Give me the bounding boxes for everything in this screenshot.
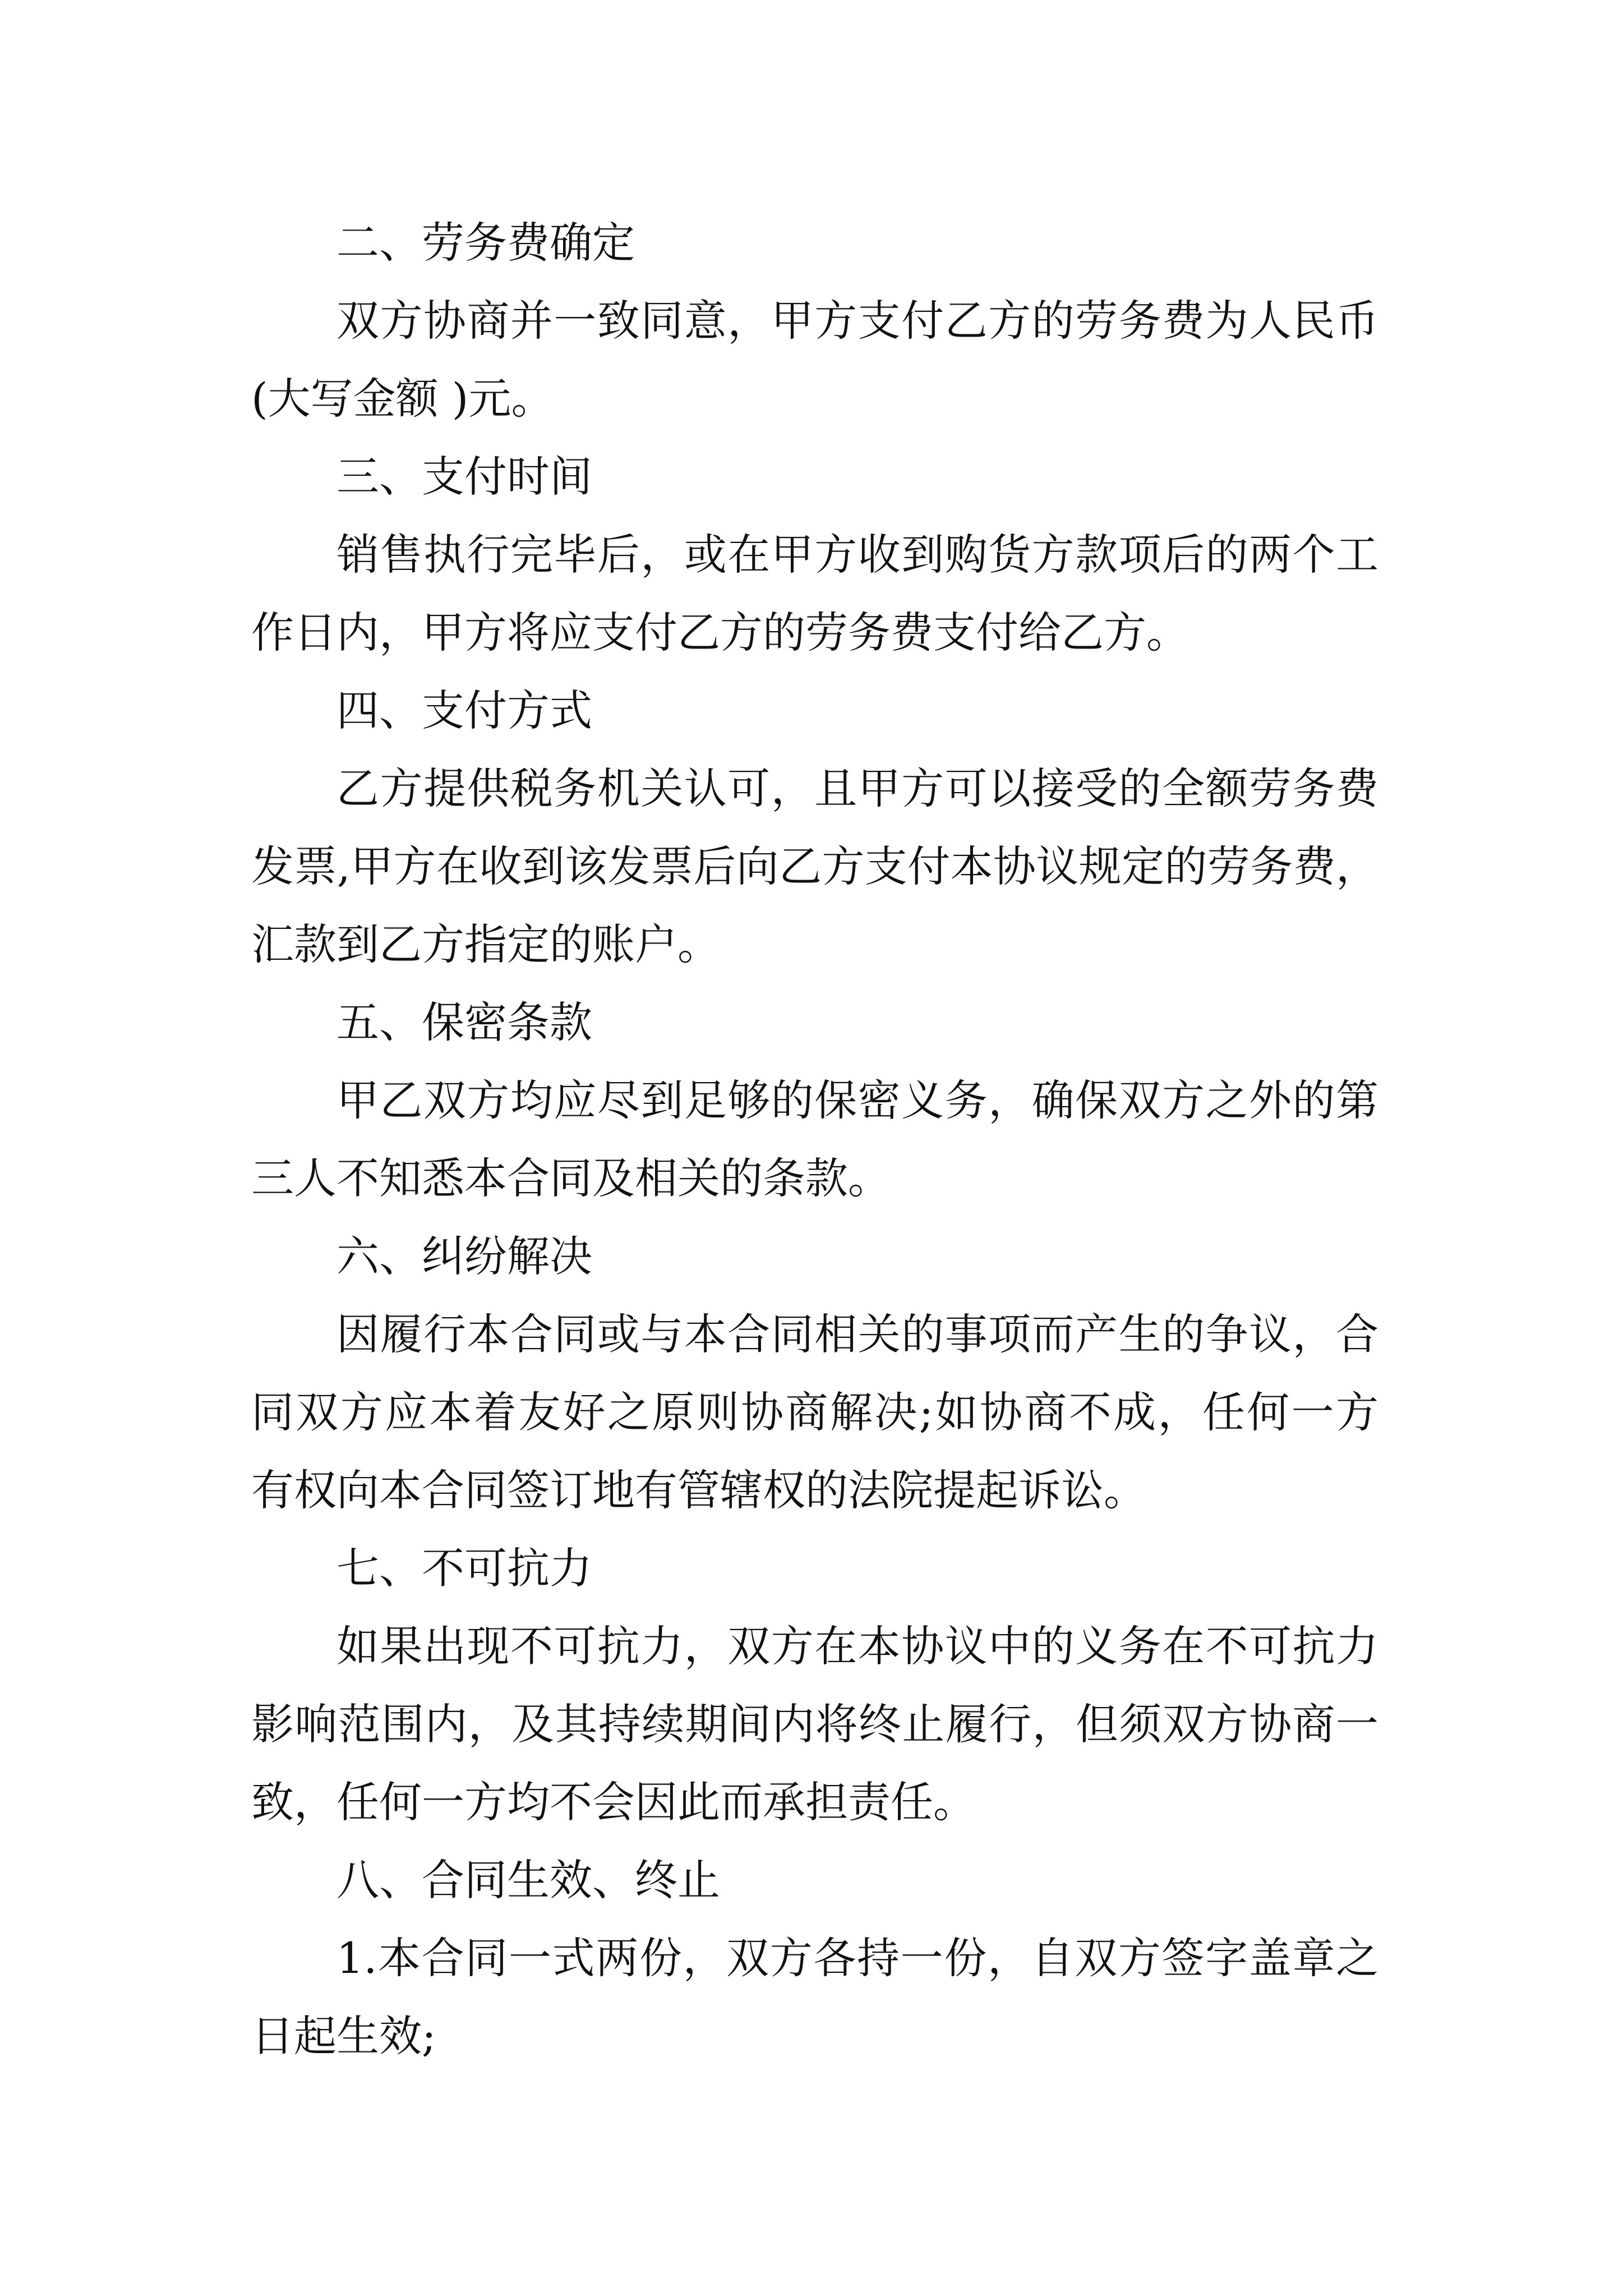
paragraph-line: 同双方应本着友好之原则协商解决;如协商不成，任何一方 <box>251 1387 1378 1437</box>
section-heading: 三、支付时间 <box>336 452 592 501</box>
section-heading: 七、不可抗力 <box>336 1543 592 1593</box>
paragraph-line: 乙方提供税务机关认可，且甲方可以接受的全额劳务费 <box>336 763 1378 813</box>
paragraph-line: 汇款到乙方指定的账户。 <box>251 919 720 969</box>
paragraph-line: 日起生效; <box>251 2011 436 2061</box>
paragraph-line: (大写金额 )元。 <box>251 374 554 424</box>
paragraph-line: 销售执行完毕后，或在甲方收到购货方款项后的两个工 <box>336 530 1378 579</box>
section-heading: 八、合同生效、终止 <box>336 1855 720 1905</box>
paragraph-line: 因履行本合同或与本合同相关的事项而产生的争议，合 <box>336 1309 1378 1359</box>
section-heading: 五、保密条款 <box>336 997 592 1047</box>
paragraph-line: 致，任何一方均不会因此而承担责任。 <box>251 1777 976 1827</box>
section-heading: 四、支付方式 <box>336 685 592 735</box>
paragraph-line: 三人不知悉本合同及相关的条款。 <box>251 1153 891 1203</box>
paragraph-line: 甲乙双方均应尽到足够的保密义务，确保双方之外的第 <box>336 1075 1378 1125</box>
paragraph-line: 发票,甲方在收到该发票后向乙方支付本协议规定的劳务费， <box>251 841 1378 891</box>
section-heading: 六、纠纷解决 <box>336 1231 592 1281</box>
section-heading: 二、劳务费确定 <box>336 218 635 268</box>
paragraph-line: 双方协商并一致同意，甲方支付乙方的劳务费为人民币 <box>336 296 1378 346</box>
paragraph-line: 影响范围内，及其持续期间内将终止履行，但须双方协商一 <box>251 1699 1378 1749</box>
paragraph-line: 1.本合同一式两份，双方各持一份，自双方签字盖章之 <box>336 1933 1378 1983</box>
paragraph-line: 作日内，甲方将应支付乙方的劳务费支付给乙方。 <box>251 608 1189 657</box>
paragraph-line: 如果出现不可抗力，双方在本协议中的义务在不可抗力 <box>336 1621 1378 1671</box>
paragraph-line: 有权向本合同签订地有管辖权的法院提起诉讼。 <box>251 1465 1146 1515</box>
